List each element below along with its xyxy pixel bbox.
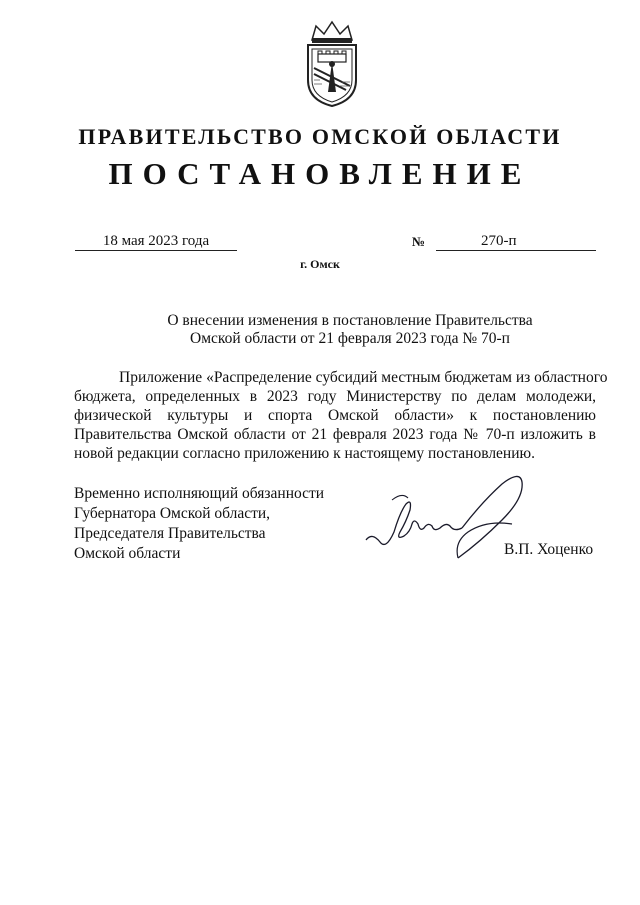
government-title: ПРАВИТЕЛЬСТВО ОМСКОЙ ОБЛАСТИ bbox=[78, 124, 562, 149]
signer-position-line: Председателя Правительства bbox=[74, 525, 266, 542]
document-type-title: ПОСТАНОВЛЕНИЕ bbox=[108, 156, 532, 191]
document-date: 18 мая 2023 года bbox=[75, 232, 237, 251]
document-number-field bbox=[436, 232, 596, 251]
signer-position-line: Временно исполняющий обязанности bbox=[74, 485, 325, 502]
number-sign: № bbox=[412, 234, 426, 249]
city: г. Омск bbox=[300, 257, 340, 271]
body-line: новой редакции согласно приложению к настоящему постановлению. bbox=[74, 445, 535, 462]
signer-position bbox=[74, 484, 324, 564]
body-line: Правительства Омской области от 21 февраля 2023 года № 70-п изложить в bbox=[74, 426, 596, 443]
omsk-coat-of-arms-icon bbox=[298, 20, 366, 108]
document-number: 270-п bbox=[481, 233, 517, 249]
signer-position-line: Губернатора Омской области, bbox=[74, 505, 271, 522]
subject-line: О внесении изменения в постановление Правительства bbox=[167, 312, 533, 329]
subject-line: Омской области от 21 февраля 2023 года № 70-п bbox=[190, 330, 510, 347]
body-line: бюджета, определенных в 2023 году Министерству по делам молодежи, bbox=[74, 388, 596, 405]
signer-name: В.П. Хоценко bbox=[504, 541, 594, 558]
document-body bbox=[74, 368, 608, 463]
document-subject bbox=[0, 312, 640, 348]
body-line: Приложение «Распределение субсидий местным бюджетам из областного bbox=[119, 369, 608, 386]
body-line: физической культуры и спорта Омской области» к постановлению bbox=[74, 407, 596, 424]
signer-position-line: Омской области bbox=[74, 545, 181, 562]
